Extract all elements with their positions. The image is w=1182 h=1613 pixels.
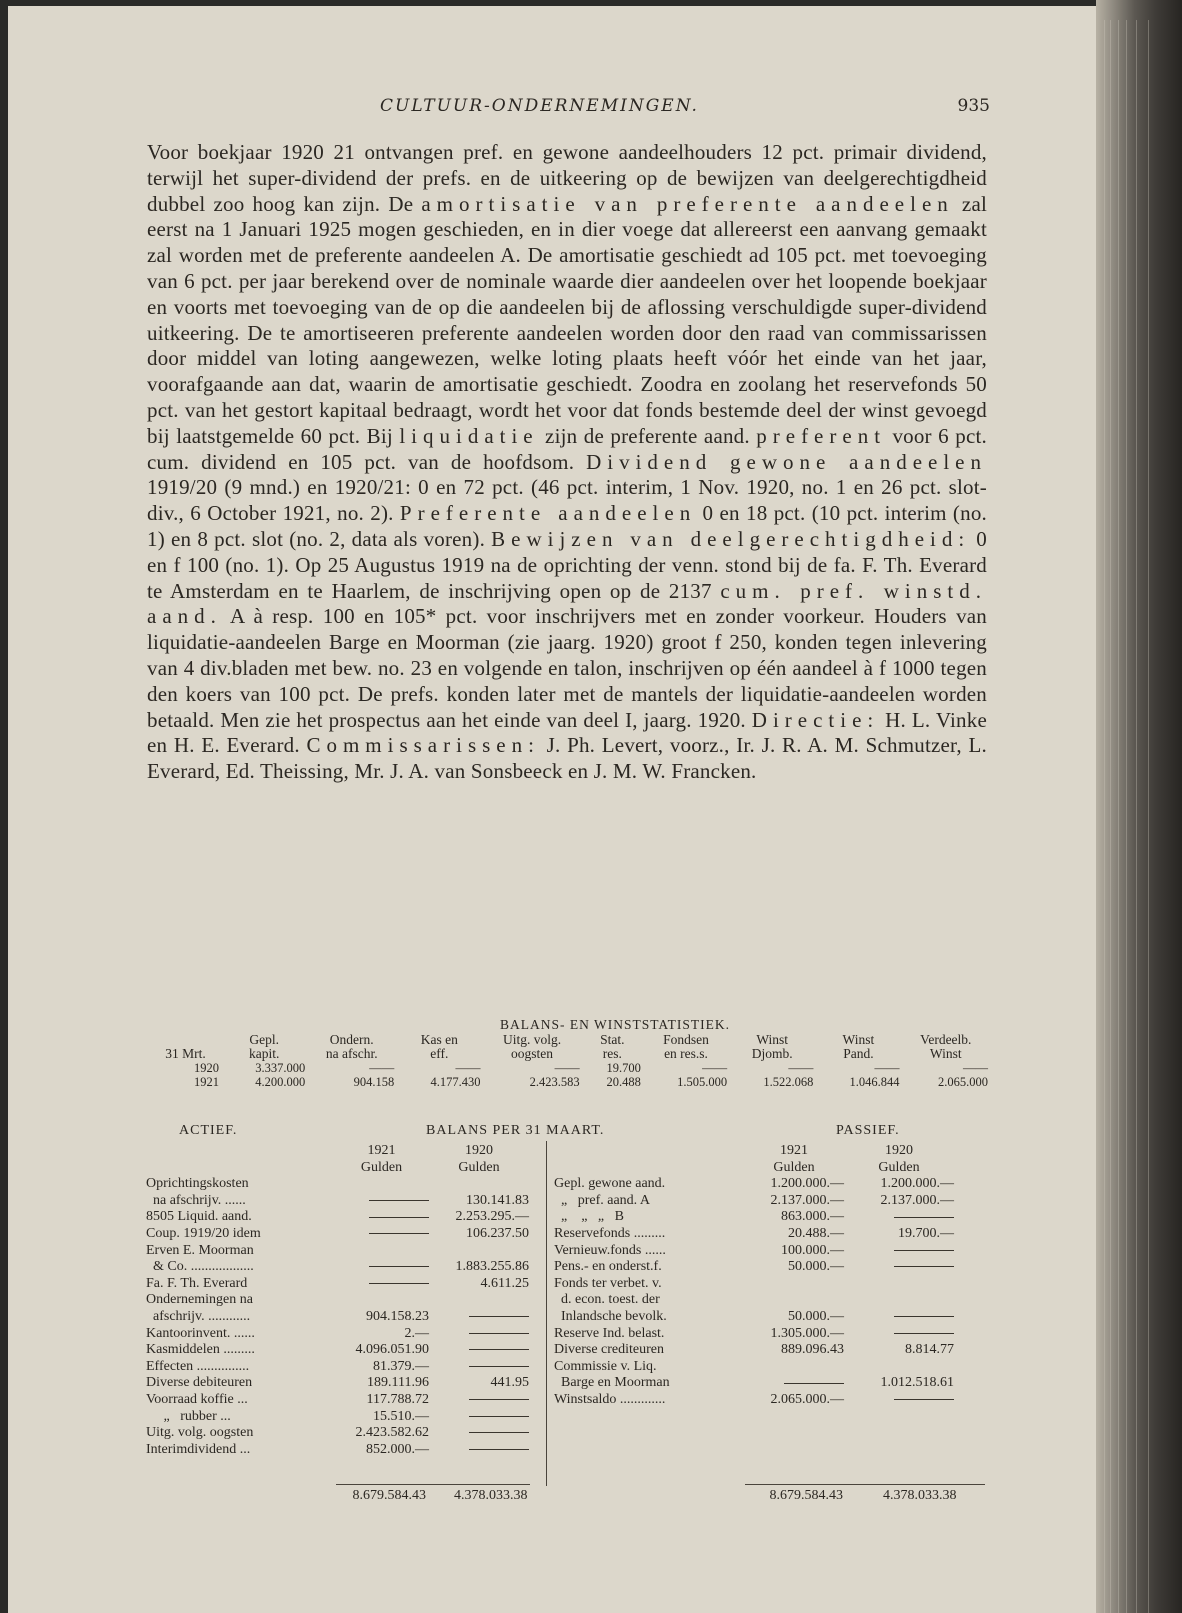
- stats-data-row: [150, 1075, 990, 1089]
- nil-dash: [369, 1217, 429, 1218]
- balance-item-label: Ondernemingen na: [146, 1292, 253, 1308]
- balance-item-label: afschrijv. ............: [146, 1308, 251, 1324]
- balance-item-label: Gepl. gewone aand.: [554, 1176, 666, 1192]
- page-number: 935: [957, 96, 990, 116]
- balance-amount: 4.096.051.90: [355, 1342, 429, 1358]
- stats-cell: en res.s.: [664, 1046, 708, 1061]
- balance-item-label: Reservefonds .........: [554, 1225, 666, 1241]
- passief-totals: [745, 1488, 990, 1504]
- unit-label: Gulden: [360, 1159, 403, 1175]
- stats-cell: na afschr.: [325, 1046, 378, 1061]
- stats-cell: Fondsen: [663, 1032, 709, 1047]
- text-run: zal eerst na 1 Januari 1925 mogen geschieden, en in dier voege dat allereerst een aanvang gemaakt zal worden met de preferente aandeelen A. De amortisatie geschiedt ad 105 pct. met toevoeging van 6 pct. per jaar berekend over de nominale waarde dier aandeelen over het loopende boekjaar en voorts met toevoeging van de op die aandeelen bij de aflossing verschuldigde super-dividend uitkeering. De te amortiseeren preferente aandeelen worden door den raad van commissarissen door middel van loting aangewezen, welke loting plaats heeft vóór het einde van het jaar, voorafgaande aan dat, waarin de amortisatie geschiedt. Zoodra en zoolang het reservefonds 50 pct. van het gestort kapitaal bedraagt, wordt het voor dat fonds bestemde deel der winst gevoegd bij laatstgemelde 60 pct. Bij: [147, 191, 987, 448]
- stats-cell: ——: [554, 1061, 580, 1075]
- balance-row: [146, 1375, 541, 1392]
- balance-amount: 2.423.582.62: [355, 1425, 429, 1441]
- balance-item-label: Erven E. Moorman: [146, 1242, 254, 1258]
- actief-label: ACTIEF.: [179, 1123, 238, 1138]
- stats-table: [150, 1033, 990, 1089]
- balance-row: [554, 1359, 991, 1376]
- unit-label: Gulden: [458, 1159, 500, 1175]
- stats-cell: 1.522.068: [763, 1075, 814, 1089]
- nil-dash: [369, 1266, 429, 1267]
- balance-item-label: Barge en Moorman: [554, 1375, 670, 1391]
- balance-row: [146, 1442, 541, 1459]
- nil-dash: [894, 1399, 954, 1400]
- stats-cell: kapit.: [248, 1046, 280, 1061]
- balance-row: [554, 1342, 991, 1359]
- stats-cell: oogsten: [511, 1046, 554, 1061]
- balance-item-label: Diverse debiteuren: [146, 1375, 253, 1391]
- text-run: 0 en 18 pct. (10 pct. interim (no. 1) en 8 pct. slot (no. 2, data als voren).: [147, 501, 987, 551]
- balance-amount-cell: [844, 1392, 954, 1413]
- balance-item-label: & Co. ..................: [146, 1259, 254, 1275]
- stats-cell: 904.158: [353, 1075, 395, 1089]
- spaced-emphasis: liquidatie: [399, 423, 539, 448]
- balance-item-label: Pens.- en onderst.f.: [554, 1259, 662, 1275]
- balance-item-label: Winstsaldo .............: [554, 1391, 666, 1407]
- year-label: 1921: [367, 1143, 396, 1158]
- balance-item-label: Kantoorinvent. ......: [146, 1325, 255, 1341]
- stats-cell: Stat.: [600, 1032, 625, 1047]
- header-title: CULTUUR-ONDERNEMINGEN.: [380, 96, 699, 116]
- text-run: voor 6 pct. cum. dividend en 105 pct. van de hoofdsom.: [147, 423, 987, 474]
- stats-cell: Ondern.: [329, 1032, 374, 1047]
- passief-column: [554, 1143, 991, 1409]
- balance-row: [554, 1276, 991, 1293]
- balance-row: [146, 1342, 541, 1359]
- balance-amount-cell: [429, 1442, 529, 1463]
- actief-column: [146, 1143, 541, 1458]
- balance-row: [146, 1409, 541, 1426]
- text-run: 1919/20 (9 mnd.) en 1920/21: 0 en 72 pct. (46 pct. interim, 1 Nov. 1920, no. 1 en 26 pct. slot-div., 6 October 1921, no. 2).: [147, 475, 987, 526]
- balance-amount: 889.096.43: [781, 1342, 844, 1358]
- text-run: H. L. Vinke en H. E. Everard.: [147, 707, 987, 758]
- stats-cell: 2.423.583: [529, 1075, 580, 1089]
- stats-cell: ——: [874, 1061, 900, 1075]
- total-actief-1921: 8.679.584.43: [352, 1488, 426, 1503]
- balance-row: [554, 1375, 991, 1392]
- balance-amount: 106.237.50: [466, 1225, 529, 1241]
- total-rule-right: [745, 1484, 985, 1485]
- balance-amount: 4.611.25: [480, 1275, 529, 1291]
- balance-row: [146, 1243, 541, 1260]
- balance-item-label: d. econ. toest. der: [554, 1292, 660, 1308]
- balance-amount: 1.305.000.—: [770, 1325, 844, 1341]
- balance-amount: 2.137.000.—: [770, 1192, 844, 1208]
- balance-amount: 19.700.—: [898, 1225, 954, 1241]
- nil-dash: [894, 1217, 954, 1218]
- balance-item-label: Inlandsche bevolk.: [554, 1308, 667, 1324]
- running-header: [140, 96, 990, 118]
- balance-item-label: Reserve Ind. belast.: [554, 1325, 665, 1341]
- balance-row: [554, 1292, 991, 1309]
- stats-cell: Kas en: [420, 1032, 458, 1047]
- balance-row: [146, 1425, 541, 1442]
- balance-item-label: Oprichtingskosten: [146, 1176, 249, 1192]
- total-passief-1920: 4.378.033.38: [883, 1488, 957, 1503]
- nil-dash: [469, 1416, 529, 1417]
- balance-row: [554, 1176, 991, 1193]
- balance-item-label: „ rubber ...: [146, 1408, 231, 1424]
- balance-amount: 130.141.83: [466, 1192, 529, 1208]
- spaced-emphasis: cum. pref. winstd. aand.: [147, 578, 987, 629]
- stats-cell: 4.200.000: [255, 1075, 306, 1089]
- stats-cell: ——: [369, 1061, 395, 1075]
- balance-item-label: Vernieuw.fonds ......: [554, 1242, 666, 1258]
- balance-amount: 50.000.—: [788, 1308, 844, 1324]
- nil-dash: [369, 1233, 429, 1234]
- balance-amount: 2.253.295.—: [455, 1209, 529, 1225]
- stats-cell: ——: [702, 1061, 728, 1075]
- balance-row: [554, 1259, 991, 1276]
- balance-amount: 441.95: [490, 1375, 529, 1391]
- nil-dash: [894, 1266, 954, 1267]
- stats-cell: 3.337.000: [255, 1061, 306, 1075]
- balance-row: [146, 1209, 541, 1226]
- balance-amount: 100.000.—: [781, 1242, 844, 1258]
- year-header-row: [146, 1143, 541, 1160]
- balance-amount: 904.158.23: [366, 1308, 429, 1324]
- nil-dash: [469, 1333, 529, 1334]
- text-run: Voor boekjaar 1920 21 ontvangen pref. en gewone aandeelhouders 12 pct. primair dividend, terwijl het super-dividend der prefs. en de uitkeering op de bewijzen van deelgerechtigdheid dubbel zoo hoog kan zijn. De: [147, 140, 987, 216]
- balance-item-label: Effecten ...............: [146, 1358, 250, 1374]
- balance-row: [554, 1226, 991, 1243]
- balance-amount: 50.000.—: [788, 1259, 844, 1275]
- balance-amount: 1.200.000.—: [770, 1176, 844, 1192]
- nil-dash: [469, 1349, 529, 1350]
- spaced-emphasis: Directie:: [751, 707, 880, 732]
- spaced-emphasis: Commissarissen:: [306, 733, 540, 758]
- spaced-emphasis: Dividend gewone aandeelen: [586, 449, 987, 474]
- balance-row: [146, 1226, 541, 1243]
- balance-amount: 852.000.—: [366, 1441, 429, 1457]
- stats-data-row: [150, 1061, 990, 1075]
- balance-amount: 2.065.000.—: [770, 1391, 844, 1407]
- balance-amount: 81.379.—: [373, 1358, 429, 1374]
- text-run: 0 en f 100 (no. 1). Op 25 Augustus 1919 na de oprichting der venn. stond bij de fa. F. Th. Everard te Amsterdam en te Haarlem, de inschrijving open op de 2137: [147, 526, 987, 603]
- balance-row: [554, 1326, 991, 1343]
- stats-cell: Pand.: [843, 1046, 874, 1061]
- nil-dash: [369, 1283, 429, 1284]
- stats-cell: 1920: [194, 1061, 220, 1075]
- nil-dash: [369, 1200, 429, 1201]
- balance-row: [146, 1392, 541, 1409]
- balans-winststatistiek: [150, 1017, 990, 1089]
- actief-totals: [334, 1488, 534, 1504]
- nil-dash: [469, 1316, 529, 1317]
- unit-header-row: [554, 1160, 991, 1177]
- body-paragraph: [147, 140, 987, 785]
- nil-dash: [894, 1250, 954, 1251]
- balance-item-label: Uitg. volg. oogsten: [146, 1425, 254, 1441]
- nil-dash: [894, 1333, 954, 1334]
- stats-cell: 1.046.844: [849, 1075, 900, 1089]
- stats-cell: res.: [602, 1046, 622, 1061]
- year-header-row: [554, 1143, 991, 1160]
- unit-header-row: [146, 1160, 541, 1177]
- stats-cell: [150, 1033, 221, 1047]
- spaced-emphasis: preferent: [756, 423, 887, 448]
- stats-cell: 20.488: [606, 1075, 641, 1089]
- stats-cell: eff.: [430, 1046, 449, 1061]
- balance-item-label: Voorraad koffie ...: [146, 1391, 248, 1407]
- stats-title: BALANS- EN WINSTSTATISTIEK.: [499, 1017, 731, 1032]
- balance-amount: 1.012.518.61: [880, 1375, 954, 1391]
- unit-label: Gulden: [878, 1159, 920, 1175]
- unit-label: Gulden: [773, 1159, 815, 1175]
- nil-dash: [894, 1316, 954, 1317]
- balance-row: [146, 1292, 541, 1309]
- stats-cell: 31 Mrt.: [165, 1046, 206, 1061]
- balance-item-label: Interimdividend ...: [146, 1441, 251, 1457]
- year-label: 1921: [780, 1143, 808, 1158]
- nil-dash: [469, 1399, 529, 1400]
- stats-cell: Winst: [842, 1032, 875, 1047]
- balance-item-label: na afschrijv. ......: [146, 1192, 246, 1208]
- nil-dash: [469, 1449, 529, 1450]
- balance-item-label: „ „ „ B: [554, 1209, 624, 1225]
- passief-label: PASSIEF.: [836, 1123, 900, 1138]
- balance-row: [554, 1243, 991, 1260]
- book-edge: [1096, 0, 1182, 1613]
- balance-row: [146, 1259, 541, 1276]
- year-label: 1920: [885, 1143, 913, 1158]
- stats-header-row: [150, 1047, 990, 1061]
- nil-dash: [784, 1383, 844, 1384]
- balance-row: [554, 1309, 991, 1326]
- text-run: zijn de preferente aand.: [538, 423, 757, 448]
- balance-row: [554, 1392, 991, 1409]
- stats-cell: 2.065.000: [938, 1075, 988, 1089]
- balance-row: [146, 1276, 541, 1293]
- balance-row: [146, 1359, 541, 1376]
- text-run: J. Ph. Levert, voorz., Ir. J. R. A. M. Schmutzer, L. Everard, Ed. Theissing, Mr. J. A. van Sonsbeeck en J. M. W. Francken.: [147, 733, 987, 784]
- balance-item-label: Coup. 1919/20 idem: [146, 1225, 261, 1241]
- balance-item-label: Fa. F. Th. Everard: [146, 1275, 248, 1291]
- balance-amount: 863.000.—: [781, 1209, 844, 1225]
- stats-cell: 1.505.000: [677, 1075, 728, 1089]
- balance-amount: 2.—: [404, 1325, 429, 1341]
- column-divider: [546, 1141, 547, 1486]
- total-rule-left: [336, 1484, 530, 1485]
- balance-row: [146, 1176, 541, 1193]
- balance-item-label: Diverse crediteuren: [554, 1342, 664, 1358]
- nil-dash: [469, 1432, 529, 1433]
- total-actief-1920: 4.378.033.38: [454, 1488, 528, 1503]
- balance-row: [146, 1309, 541, 1326]
- balance-amount: 8.814.77: [905, 1342, 954, 1358]
- stats-cell: Verdeelb.: [920, 1032, 972, 1047]
- balance-item-label: Fonds ter verbet. v.: [554, 1275, 662, 1291]
- year-label: 1920: [465, 1143, 493, 1158]
- stats-cell: Gepl.: [249, 1032, 279, 1047]
- balance-row: [554, 1193, 991, 1210]
- stats-cell: 1921: [194, 1075, 220, 1089]
- balance-item-label: Kasmiddelen .........: [146, 1342, 255, 1358]
- balance-sheet: [146, 1123, 991, 1523]
- balance-amount: 15.510.—: [373, 1408, 429, 1424]
- nil-dash: [469, 1366, 529, 1367]
- balance-amount: 189.111.96: [367, 1375, 429, 1391]
- spaced-emphasis: Bewijzen van deelgerechtigdheid:: [491, 526, 971, 551]
- balance-amount: 2.137.000.—: [880, 1192, 954, 1208]
- stats-cell: ——: [963, 1061, 988, 1075]
- balance-title: BALANS PER 31 MAART.: [426, 1123, 605, 1138]
- stats-cell: ——: [455, 1061, 481, 1075]
- balance-item-label: „ pref. aand. A: [554, 1192, 651, 1208]
- balance-header: [146, 1123, 991, 1141]
- balance-amount: 117.788.72: [366, 1391, 429, 1407]
- spaced-emphasis: amortisatie van preferente aandeelen: [421, 191, 954, 216]
- stats-cell: 19.700: [606, 1061, 641, 1075]
- balance-amount: 1.200.000.—: [880, 1176, 954, 1192]
- balance-item-label: Commissie v. Liq.: [554, 1358, 657, 1374]
- stats-cell: ——: [788, 1061, 814, 1075]
- spaced-emphasis: Preferente aandeelen: [399, 501, 697, 526]
- stats-cell: Uitg. volg.: [502, 1032, 562, 1047]
- stats-cell: 4.177.430: [430, 1075, 481, 1089]
- balance-item-label: 8505 Liquid. aand.: [146, 1209, 252, 1225]
- balance-amount: 1.883.255.86: [455, 1259, 529, 1275]
- balance-amount: 20.488.—: [788, 1225, 844, 1241]
- total-passief-1921: 8.679.584.43: [769, 1488, 843, 1503]
- stats-header-row: [150, 1033, 990, 1047]
- balance-row: [554, 1209, 991, 1226]
- stats-cell: Winst: [756, 1032, 789, 1047]
- balance-row: [146, 1193, 541, 1210]
- stats-cell: Winst: [929, 1046, 962, 1061]
- balance-row: [146, 1326, 541, 1343]
- text-run: A à resp. 100 en 105* pct. voor inschrijvers met en zonder voorkeur. Houders van liquidatie-aandeelen Barge en Moorman (zie jaarg. 1920) groot f 250, konden tegen inlevering van 4 div.bladen met bew. no. 23 en volgende en talon, inschrijven op één aandeel à f 1000 tegen den koers van 100 pct. De prefs. konden later met de mantels der liquidatie-aandeelen worden betaald. Men zie het prospectus aan het einde van deel I, jaarg. 1920.: [147, 604, 987, 732]
- stats-cell: Djomb.: [751, 1046, 793, 1061]
